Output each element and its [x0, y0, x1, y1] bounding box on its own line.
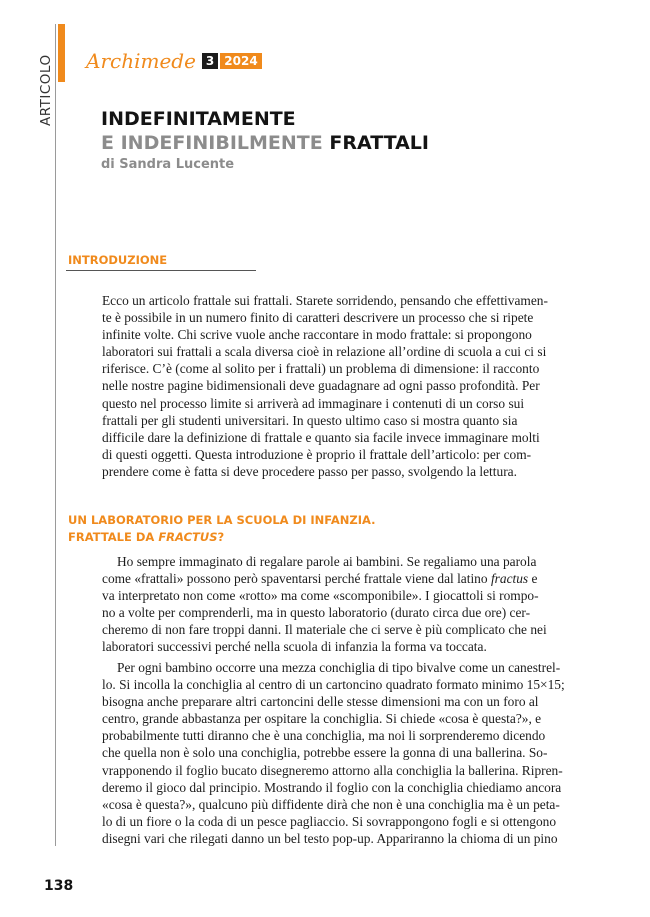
- text-line: Per ogni bambino occorre una mezza conchiglia di tipo bivalve come un canestrel-: [117, 660, 561, 675]
- title-line-2: [101, 131, 429, 155]
- italic-word: fractus: [490, 571, 529, 587]
- text-line: «cosa è questa?», qualcuno più diffidente dirà che non è una conchiglia ma è un peta-: [102, 796, 560, 812]
- text-line: Ecco un articolo frattale sui frattali. Starete sorridendo, pensando che effettivamen-: [102, 293, 548, 308]
- text-line: difficile dare la definizione di frattale e quanto sia facile invece immaginare molti: [102, 429, 540, 445]
- text-line: no a volte per comprenderli, ma in questo laboratorio (durato circa due ore) cer-: [102, 605, 531, 621]
- text-line: laboratori successivi perché nella scuola di infanzia la forma va toccata.: [102, 639, 487, 655]
- accent-bar: [58, 24, 65, 82]
- intro-paragraph: [102, 292, 588, 480]
- section-heading-introduzione: INTRODUZIONE: [68, 253, 168, 267]
- text-line: probabilmente tutti diranno che è una conchiglia, ma noi li sorprenderemo dicendo: [102, 728, 546, 744]
- article-author: di Sandra Lucente: [101, 157, 235, 172]
- text-run: e: [528, 571, 538, 587]
- text-line: bisogna anche preparare altri cartoncini delle stesse dimensioni ma con un foro al: [102, 694, 539, 710]
- lab-paragraph-2: [102, 659, 588, 847]
- section-heading-rule: [66, 270, 256, 271]
- heading-text: FRATTALE DA: [68, 530, 155, 544]
- text-line: questo nel processo limite si arriverà ad immaginare i contenuti di un corso sui: [102, 395, 525, 411]
- text-line: va interpretato non come «rotto» ma come «scomponibile». I giocattoli si rompo-: [102, 588, 539, 604]
- text-line: infinite volte. Chi scrive vuole anche raccontare in modo frattale: si propongono: [102, 327, 532, 343]
- magazine-name: Archimede: [86, 49, 196, 73]
- text-line: nelle nostre pagine bidimensionali deve guadagnare ad ogni passo profondità. Per: [102, 378, 540, 394]
- title-line-2-grey: E INDEFINIBILMENTE: [101, 132, 323, 154]
- page-number: 138: [44, 878, 74, 894]
- text-line: centro, grande abbastanza per ospitare la conchiglia. Si chiede «cosa è questa?», e: [102, 711, 542, 727]
- text-line: disegni vari che rilegati danno un bel testo pop-up. Appariranno la chioma di un pino: [102, 830, 558, 846]
- text-line: vrapponendo il foglio bucato disegneremo attorno alla conchiglia la ballerina. Ripren-: [102, 762, 563, 778]
- text-line: deremo il gioco dal principio. Mostrando il foglio con la conchiglia chiediamo ancora: [102, 779, 562, 795]
- text-line: laboratori sui frattali a scala diversa cioè in relazione all’ordine di scuola a cui ci si: [102, 344, 547, 360]
- article-title: [101, 107, 429, 155]
- text-line: di questi oggetti. Questa introduzione è proprio il frattale dell’articolo: per com-: [102, 446, 532, 462]
- section-heading-line-1: UN LABORATORIO PER LA SCUOLA DI INFANZIA.: [68, 513, 376, 527]
- text-line: cheremo di non fare troppi danni. Il materiale che ci serve è più complicato che nei: [102, 622, 547, 638]
- text-line: lo di un fiore o la coda di un pesce pagliaccio. Si sovrappongono fogli e si ottengono: [102, 813, 557, 829]
- text-run: come «frattali» possono però spaventarsi perché frattale viene dal latino: [102, 571, 488, 587]
- text-line: te è possibile in un numero finito di caratteri descrivere un processo che si ripete: [102, 310, 534, 326]
- text-line: che quella non è solo una conchiglia, potrebbe essere la gonna di una ballerina. So-: [102, 745, 548, 761]
- text-line: lo. Si incolla la conchiglia al centro di un cartoncino quadrato formato minimo 15×15;: [102, 677, 565, 693]
- section-side-label: ARTICOLO: [38, 54, 54, 126]
- text-line: Ho sempre immaginato di regalare parole ai bambini. Se regaliamo una parola: [117, 554, 537, 569]
- section-heading-laboratorio: [68, 512, 375, 546]
- text-line: riferisce. C’è (come al solito per i frattali) un problema di dimensione: il racconto: [102, 361, 540, 377]
- section-heading-line-2: [68, 529, 375, 546]
- issue-year: 2024: [220, 53, 261, 69]
- lab-paragraph-1: [102, 553, 588, 656]
- heading-question-mark: ?: [217, 530, 225, 544]
- text-line: frattali per gli studenti universitari. In questo ultimo caso si mostra quanto sia: [102, 412, 518, 428]
- title-line-2-dark: FRATTALI: [329, 132, 429, 154]
- masthead: [86, 49, 262, 73]
- issue-number: 3: [202, 53, 218, 69]
- title-line-1: INDEFINITAMENTE: [101, 108, 296, 130]
- text-line: prendere come è fatta si deve procedere passo per passo, svolgendo la lettura.: [102, 463, 517, 479]
- text-line: [102, 570, 588, 587]
- margin-rule: [55, 24, 56, 846]
- heading-italic-word: FRACTUS: [158, 530, 218, 544]
